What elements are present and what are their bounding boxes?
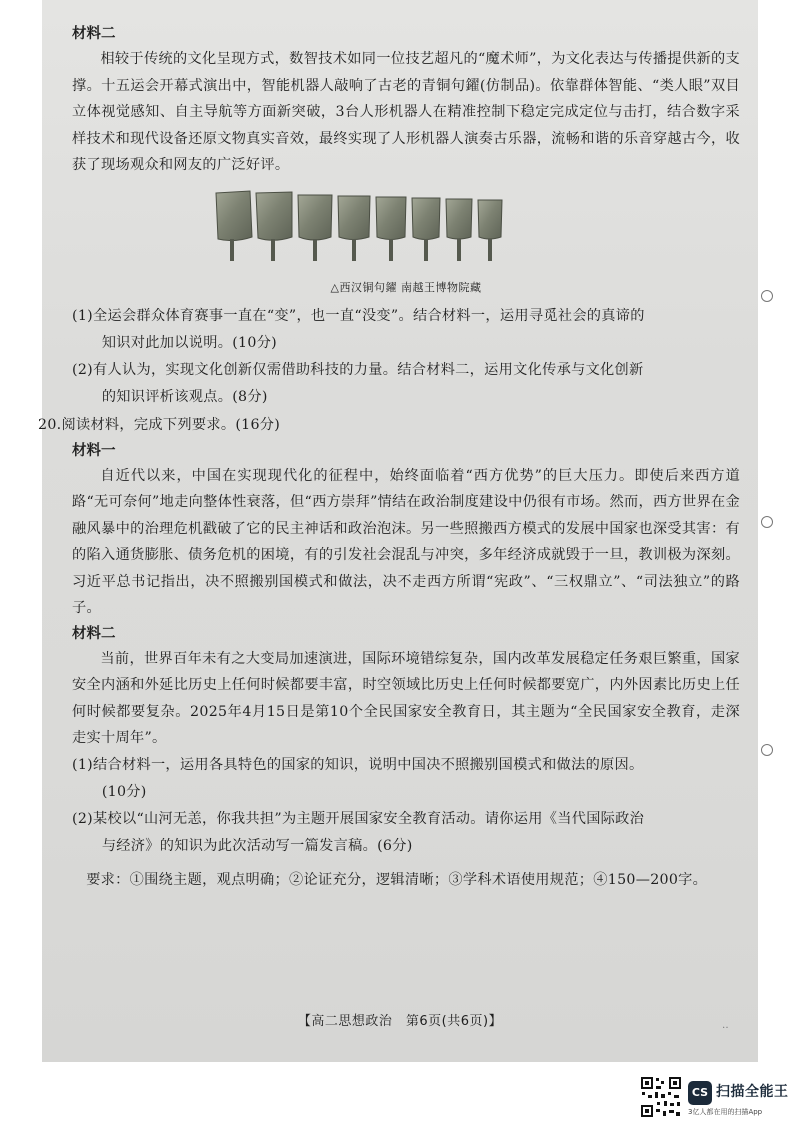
q19-item-1-line1: (1)全运会群众体育赛事一直在“变”，也一直“没变”。结合材料一，运用寻觅社会的真谛的 (72, 307, 645, 324)
material1-paragraph: 自近代以来，中国在实现现代化的征程中，始终面临着“西方优势”的巨大压力。即使后来西方道路“无可奈何”地走向整体性衰落，但“西方崇拜”情结在政治制度建设中仍很有市场。然而，西方世界在金融风暴中的治理危机戳破了它的民主神话和政治泡沫。另一些照搬西方模式的发展中国家也深受其害：有的陷入通货膨胀、债务危机的困境，有的引发社会混乱与冲突，多年经济成就毁于一旦，教训极为深刻。习近平总书记指出，决不照搬别国模式和做法，决不走西方所谓“宪政”、“三权鼎立”、“司法独立”的路子。 (72, 467, 740, 616)
material2-heading: 材料二 (72, 26, 116, 42)
q20-item-2-line2: 与经济》的知识为此次活动写一篇发言稿。(6分) (101, 837, 413, 854)
q20-item-1-line1: (1)结合材料一，运用各具特色的国家的知识，说明中国决不照搬别国模式和做法的原因。 (72, 756, 644, 773)
bell-4 (338, 196, 370, 261)
bell-6 (412, 198, 440, 261)
q20-item-1-line2: (10分) (101, 783, 147, 800)
scan-speck: ‥ (722, 1020, 729, 1031)
bell-5 (376, 197, 406, 261)
q19-item-1 (72, 303, 740, 357)
bell-8 (478, 200, 502, 261)
page-content (38, 22, 740, 894)
qr-code-icon (640, 1076, 682, 1118)
bell-3 (298, 195, 332, 261)
essay-requirements: 要求：①围绕主题，观点明确；②论证充分，逻辑清晰；③学科术语使用规范；④150—200字。 (86, 871, 708, 888)
bronze-bells-illustration (212, 187, 512, 271)
figure-caption: △西汉铜句鑃 南越王博物院藏 (330, 280, 482, 294)
camscanner-brand: 扫描全能王 (716, 1084, 789, 1100)
camscanner-slogan: 3亿人都在用的扫描App (688, 1108, 763, 1116)
bell-7 (446, 199, 472, 261)
page-footer: 【高二思想政治 第6页(共6页)】 (297, 1014, 503, 1029)
q20-material2-heading: 材料二 (72, 625, 116, 642)
margin-circle-mark (761, 290, 773, 302)
material1-heading: 材料一 (72, 442, 116, 459)
scanner-watermark (640, 1076, 790, 1122)
camscanner-logo: CS (688, 1081, 712, 1105)
bell-1 (216, 191, 252, 261)
q20-item-2-line1: (2)某校以“山河无恙，你我共担”为主题开展国家安全教育活动。请你运用《当代国际政治 (72, 810, 645, 827)
q19-item-2 (72, 357, 740, 411)
q20-item-1 (72, 752, 740, 806)
bell-2 (256, 192, 292, 261)
q19-item-1-line2: 知识对此加以说明。(10分) (101, 334, 278, 351)
material2-paragraph: 相较于传统的文化呈现方式，数智技术如同一位技艺超凡的“魔术师”，为文化表达与传播提供新的支撑。十五运会开幕式演出中，智能机器人敲响了古老的青铜句鑃(仿制品)。依靠群体智能、“类人眼”双目立体视觉感知、自主导航等方面新突破，3台人形机器人在精准控制下稳定完成定位与击打，结合数字采样技术和现代设备还原文物真实音效，最终实现了人形机器人演奏古乐器，流畅和谐的乐音穿越古今，收获了现场观众和网友的广泛好评。 (72, 51, 740, 173)
bronze-bells-figure (72, 187, 740, 297)
q20-item-2 (72, 806, 740, 860)
question-20-title: 20.阅读材料，完成下列要求。(16分) (38, 416, 281, 433)
q19-item-2-line2: 的知识评析该观点。(8分) (101, 388, 268, 405)
q19-item-2-line1: (2)有人认为，实现文化创新仅需借助科技的力量。结合材料二，运用文化传承与文化创新 (72, 361, 644, 378)
margin-circle-mark (761, 744, 773, 756)
margin-circle-mark (761, 516, 773, 528)
q20-material2-paragraph: 当前，世界百年未有之大变局加速演进，国际环境错综复杂，国内改革发展稳定任务艰巨繁重，国家安全内涵和外延比历史上任何时候都要丰富，时空领域比历史上任何时候都要宽广，内外因素比历史上任何时候都要复杂。2025年4月15日是第10个全民国家安全教育日，其主题为“全民国家安全教育，走深走实十周年”。 (72, 650, 740, 746)
